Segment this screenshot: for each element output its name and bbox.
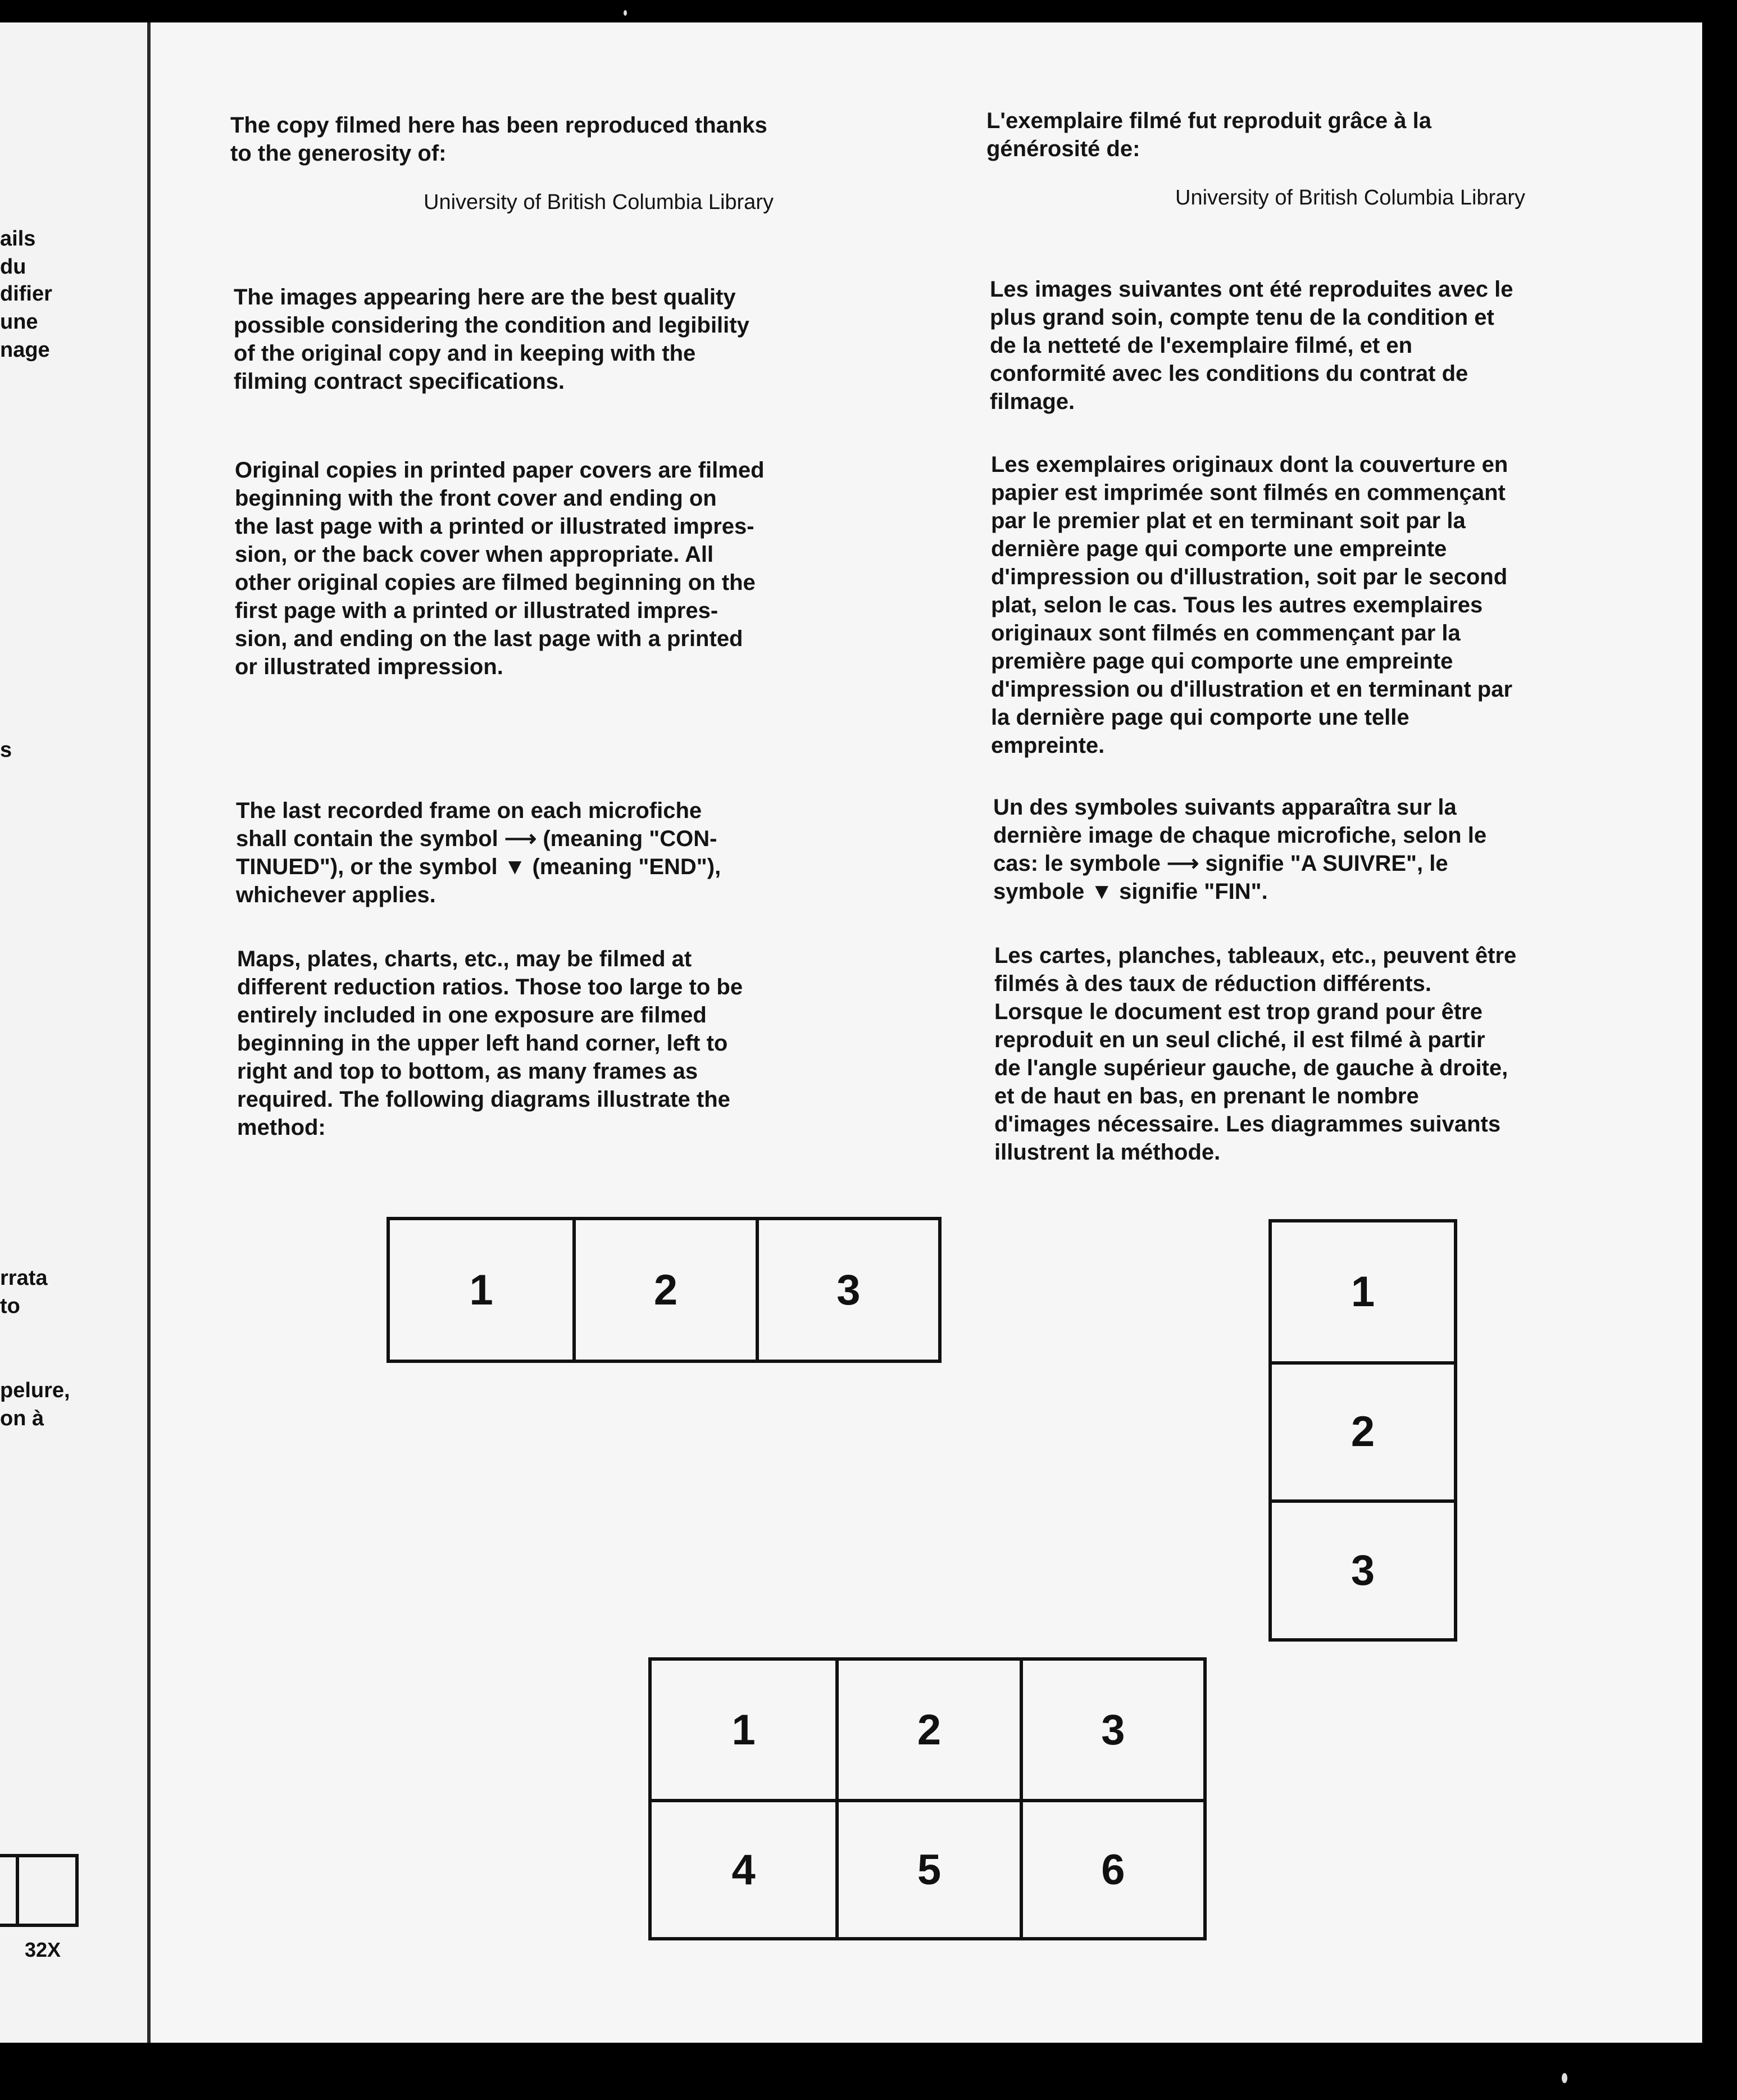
fr-maps-paragraph: Les cartes, planches, tableaux, etc., peuvent être filmés à des taux de réduction différents. Lorsque le document est trop grand pour être reproduit en un seul cliché, il est filmé à partir de l'angle supérieur gauche, de gauche à droite, et de haut en bas, en prenant le nombre d'images nécessaire. Les diagrammes suivants illustrent la méthode.: [994, 943, 1517, 1165]
frame-cell: 2: [572, 1220, 755, 1360]
grid-frame-diagram: [648, 1657, 1207, 1940]
left-fragment: on à: [0, 1407, 44, 1430]
frame-cell: 1: [1351, 1267, 1375, 1316]
vertical-frame-diagram: [1268, 1219, 1457, 1642]
film-speck: [1562, 2073, 1567, 2083]
resolution-target-divider: [16, 1854, 19, 1927]
en-intro: The copy filmed here has been reproduced thanks to the generosity of:: [230, 113, 767, 166]
left-fragment: pelure,: [0, 1379, 70, 1402]
en-credit: University of British Columbia Library: [424, 190, 774, 214]
left-fragment: ails: [0, 227, 36, 251]
left-fragment: du: [0, 255, 26, 279]
left-fragment: rrata: [0, 1266, 48, 1290]
frame-cell: 1: [469, 1266, 493, 1314]
frame-cell: 3: [1020, 1661, 1203, 1799]
frame-cell: 3: [756, 1220, 938, 1360]
frame-cell: 3: [1272, 1499, 1454, 1638]
left-fragment: une: [0, 310, 38, 334]
fr-credit: University of British Columbia Library: [1175, 186, 1525, 210]
en-maps-paragraph: Maps, plates, charts, etc., may be filmed at different reduction ratios. Those too large to be entirely included in one exposure are filmed beginning in the upper left hand corner, left to right and top to bottom, as many frames as required. The following diagrams illustrate the method:: [237, 947, 743, 1140]
frame-cell: 1: [731, 1706, 756, 1754]
frame-cell: 2: [835, 1661, 1019, 1799]
fr-quality-paragraph: Les images suivantes ont été reproduites avec le plus grand soin, compte tenu de la condition et de la netteté de l'exemplaire filmé, et en conformité avec les conditions du contrat de filmage.: [990, 277, 1513, 414]
frame-cell: 6: [1020, 1799, 1203, 1937]
frame-cell: 5: [835, 1799, 1019, 1937]
left-fragment: difier: [0, 282, 52, 306]
en-covers-paragraph: Original copies in printed paper covers are filmed beginning with the front cover and ending on the last page with a printed or illustrated impres- sion, or the back cover when appropriate. All other original copies are filmed beginning on the first page with a printed or illustrated impres- sion, and ending on the last page with a printed or illustrated impression.: [235, 458, 765, 679]
horizontal-frame-diagram: [386, 1217, 942, 1363]
left-fragment: s: [0, 738, 12, 762]
en-symbols-paragraph: The last recorded frame on each microfiche shall contain the symbol ⟶ (meaning "CON- TINUED"), or the symbol ▼ (meaning "END"), whichever applies.: [236, 798, 721, 907]
reduction-label: 32X: [25, 1938, 61, 1961]
resolution-target-box: [0, 1854, 79, 1927]
left-fragment: nage: [0, 338, 50, 362]
frame-cell: 4: [652, 1799, 835, 1937]
film-speck: [624, 10, 627, 16]
left-fragment: to: [0, 1294, 20, 1318]
fr-symbols-paragraph: Un des symboles suivants apparaîtra sur la dernière image de chaque microfiche, selon le cas: le symbole ⟶ signifie "A SUIVRE", le symbole ▼ signifie "FIN".: [993, 795, 1487, 904]
en-quality-paragraph: The images appearing here are the best quality possible considering the condition and legibility of the original copy and in keeping with the filming contract specifications.: [234, 285, 749, 394]
frame-cell: 2: [1272, 1361, 1454, 1500]
fr-covers-paragraph: Les exemplaires originaux dont la couverture en papier est imprimée sont filmés en commençant par le premier plat et en terminant soit par la dernière page qui comporte une empreinte d'impression ou d'illustration, soit par le second plat, selon le cas. Tous les autres exemplaires originaux sont filmés en commençant par la première page qui comporte une empreinte d'impression ou d'illustration et en terminant par la dernière page qui comporte une telle empreinte.: [991, 452, 1513, 758]
fr-intro: L'exemplaire filmé fut reproduit grâce à la générosité de:: [986, 108, 1431, 161]
